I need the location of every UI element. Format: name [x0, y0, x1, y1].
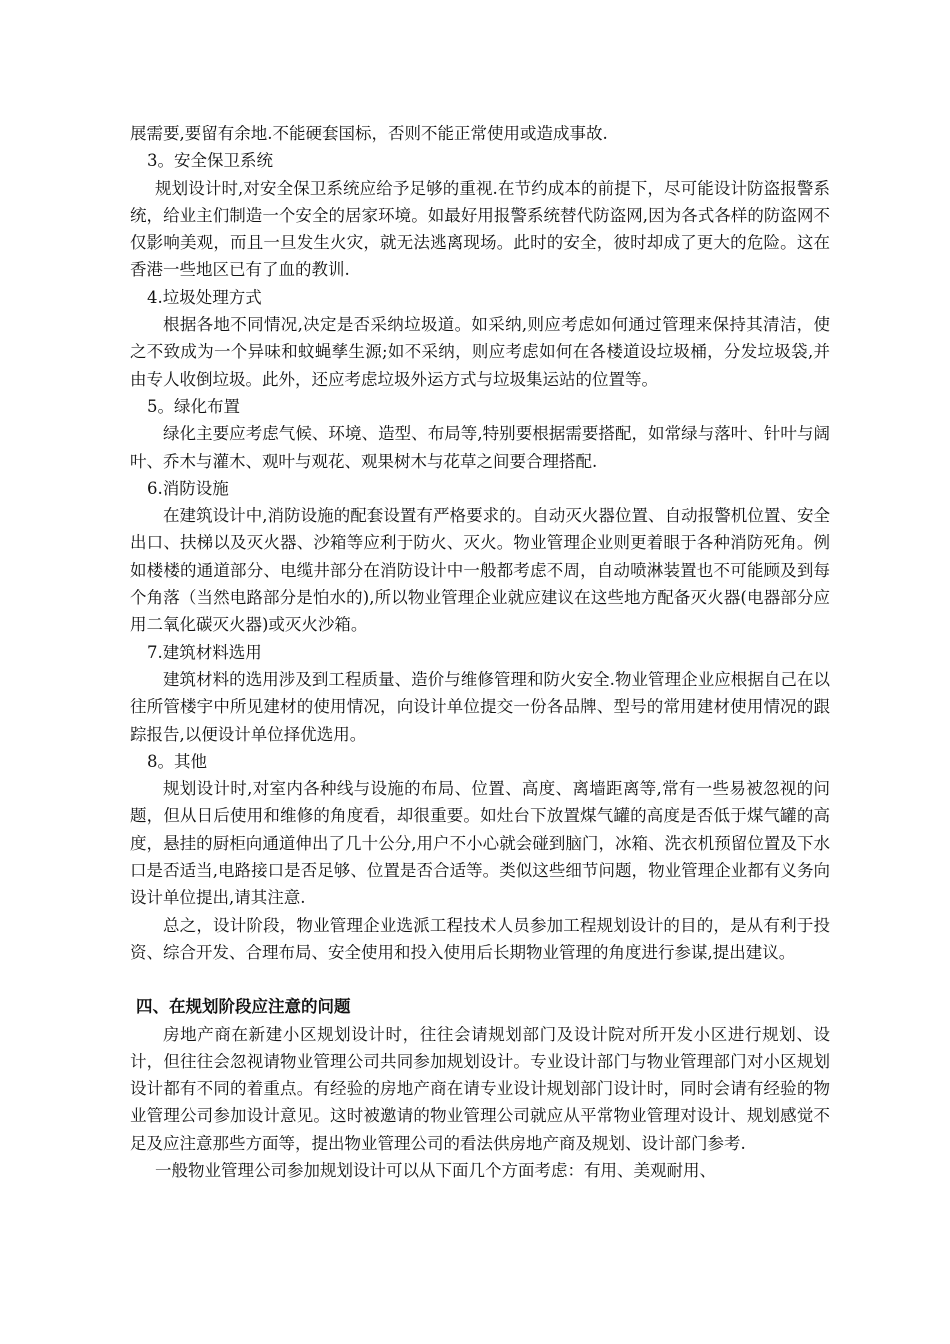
paragraph-garbage: 根据各地不同情况,决定是否采纳垃圾道。如采纳,则应考虑如何通过管理来保持其清洁，使之不致成为一个异味和蚊蝇孳生源;如不采纳，则应考虑如何在各楼道设垃圾桶，分发垃圾袋,并由专人收倒垃圾。此外，还应考虑垃圾外运方式与垃圾集运站的位置等。 — [130, 315, 830, 389]
paragraph-greening: 绿化主要应考虑气候、环境、造型、布局等,特别要根据需要搭配，如常绿与落叶、针叶与阔叶、乔木与灌木、观叶与观花、观果树木与花草之间要合理搭配. — [130, 424, 830, 471]
paragraph-other: 规划设计时,对室内各种线与设施的布局、位置、高度、离墙距离等,常有一些易被忽视的问题，但从日后使用和维修的角度看，却很重要。如灶台下放置煤气罐的高度是否低于煤气罐的高度，悬挂的厨柜向通道伸出了几十公分,用户不小心就会碰到脑门，冰箱、洗衣机预留位置及下水口是否适当,电路接口是否足够、位置是否合适等。类似这些细节问题，物业管理企业都有义务向设计单位提出,请其注意. — [130, 779, 830, 908]
section-spacer — [130, 966, 830, 993]
section-heading-greening: 5。绿化布置 — [147, 396, 240, 416]
section-heading-materials: 7.建筑材料选用 — [147, 642, 262, 662]
paragraph-security: 规划设计时,对安全保卫系统应给予足够的重视.在节约成本的前提下，尽可能设计防盗报警系统，给业主们制造一个安全的居家环境。如最好用报警系统替代防盗网,因为各式各样的防盗网不仅影响美观，而且一旦发生火灾，就无法逃离现场。此时的安全，彼时却成了更大的危险。这在香港一些地区已有了血的教训. — [130, 178, 830, 280]
section-heading-security: 3。安全保卫系统 — [147, 151, 273, 171]
paragraph-section4-intro: 房地产商在新建小区规划设计时，往往会请规划部门及设计院对所开发小区进行规划、设计，但往往会忽视请物业管理公司共同参加规划设计。专业设计部门与物业管理部门对小区规划设计都有不同的着重点。有经验的房地产商在请专业设计规划部门设计时，同时会请有经验的物业管理公司参加设计意见。这时被邀请的物业管理公司就应从平常物业管理对设计、规划感觉不足及应注意那些方面等，提出物业管理公司的看法供房地产商及规划、设计部门参考. — [130, 1024, 830, 1153]
paragraph-fire: 在建筑设计中,消防设施的配套设置有严格要求的。自动灭火器位置、自动报警机位置、安全出口、扶梯以及灭火器、沙箱等应利于防火、灭火。物业管理企业则更着眼于各种消防死角。例如楼楼的通道部分、电缆井部分在消防设计中一般都考虑不周，自动喷淋装置也不可能顾及到每个角落（当然电路部分是怕水的),所以物业管理企业就应建议在这些地方配备灭火器(电器部分应用二氧化碳灭火器)或灭火沙箱。 — [130, 506, 830, 635]
paragraph-materials: 建筑材料的选用涉及到工程质量、造价与维修管理和防火安全.物业管理企业应根据自己在以往所管楼宇中所见建材的使用情况，向设计单位提交一份各品牌、型号的常用建材使用情况的跟踪报告,以便设计单位择优选用。 — [130, 669, 830, 744]
document-body — [130, 120, 830, 1184]
continuation-paragraph: 展需要,要留有余地.不能硬套国标，否则不能正常使用或造成事故. — [130, 124, 608, 143]
section-4-heading: 四、在规划阶段应注意的问题 — [136, 997, 351, 1017]
section-heading-fire: 6.消防设施 — [147, 478, 229, 498]
section-heading-other: 8。其他 — [147, 751, 207, 771]
paragraph-section4-considerations: 一般物业管理公司参加规划设计可以从下面几个方面考虑：有用、美观耐用、 — [155, 1160, 716, 1180]
paragraph-summary: 总之，设计阶段，物业管理企业选派工程技术人员参加工程规划设计的目的，是从有利于投资、综合开发、合理布局、安全使用和投入使用后长期物业管理的角度进行参谋,提出建议。 — [130, 915, 830, 962]
section-heading-garbage: 4.垃圾处理方式 — [147, 287, 262, 307]
